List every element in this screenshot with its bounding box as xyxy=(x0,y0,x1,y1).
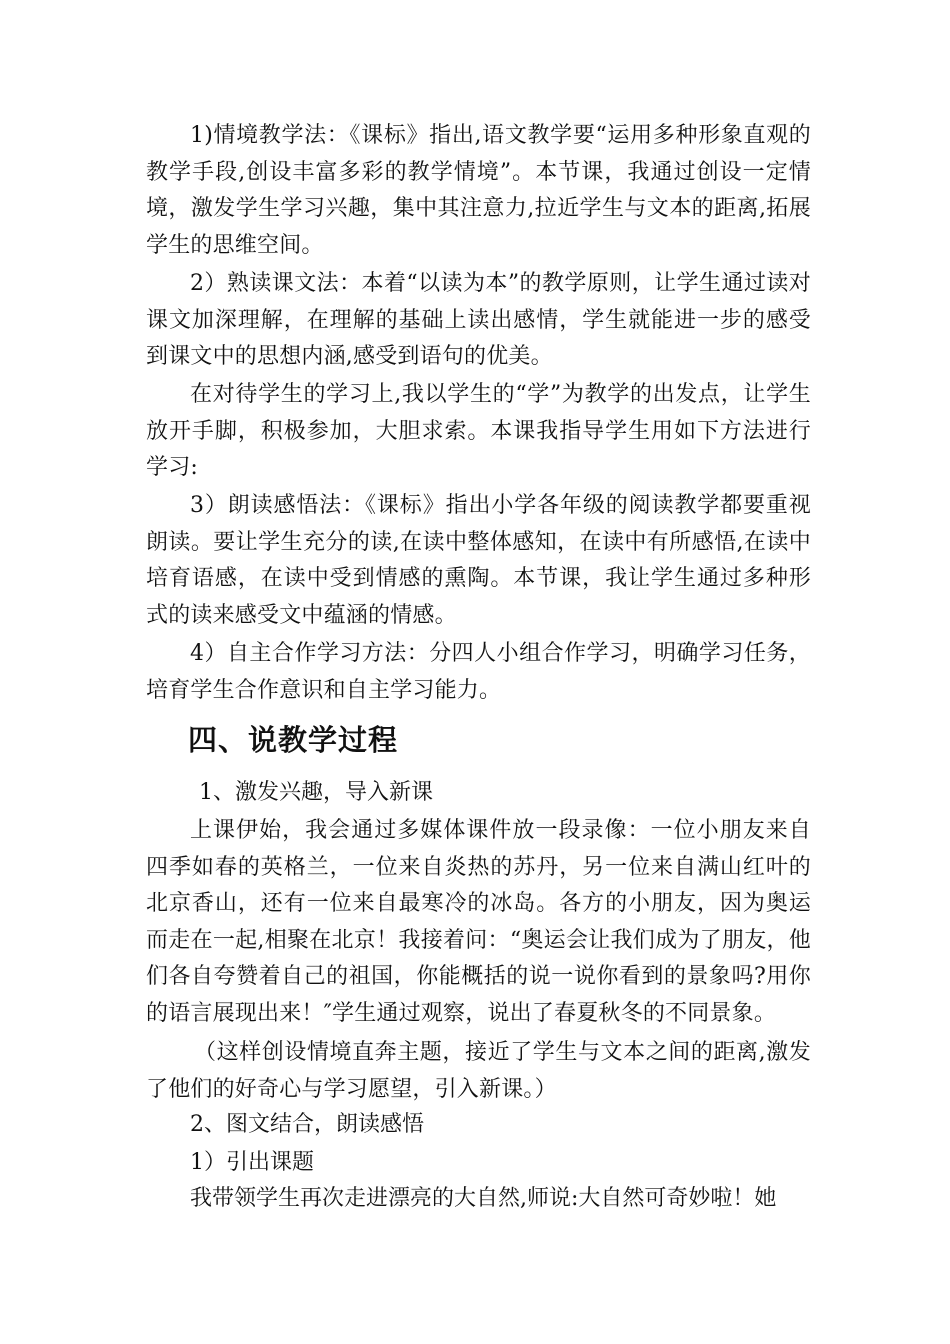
paragraph-cooperative-learning: 4）自主合作学习方法：分四人小组合作学习，明确学习任务，培育学生合作意识和自主学习能力。 xyxy=(146,641,811,703)
paragraph-nature-walk: 我带领学生再次走进漂亮的大自然,师说:大自然可奇妙啦！她 xyxy=(190,1186,777,1211)
subheading-image-text: 2、图文结合，朗读感悟 xyxy=(190,1112,424,1137)
paragraph-intro-note: （这样创设情境直奔主题，接近了学生与文本之间的距离,激发了他们的好奇心与学习愿望，引入新课。） xyxy=(146,1040,811,1102)
paragraph-situational-teaching: 1)情境教学法：《课标》指出,语文教学要“运用多种形象直观的教学手段,创设丰富多彩的教学情境”。本节课，我通过创设一定情境，激发学生学习兴趣，集中其注意力,拉近学生与文本的距离,拓展学生的思维空间。 xyxy=(146,123,811,258)
section-heading: 四、说教学过程 xyxy=(188,723,399,757)
paragraph-reading-comprehension: 3）朗读感悟法：《课标》指出小学各年级的阅读教学都要重视朗读。要让学生充分的读,在读中整体感知，在读中有所感悟,在读中培育语感，在读中受到情感的熏陶。本节课，我让学生通过多种形式的读来感受文中蕴涵的情感。 xyxy=(146,493,811,628)
paragraph-lesson-intro: 上课伊始，我会通过多媒体课件放一段录像：一位小朋友来自四季如春的英格兰，一位来自炎热的苏丹，另一位来自满山红叶的北京香山，还有一位来自最寒冷的冰岛。各方的小朋友，因为奥运而走在一起,相聚在北京！我接着问：“奥运会让我们成为了朋友，他们各自夸赞着自己的祖国，你能概括的说一说你看到的景象吗?用你的语言展现出来！″学生通过观察，说出了春夏秋冬的不同景象。 xyxy=(146,818,811,1026)
paragraph-learning-approach: 在对待学生的学习上,我以学生的“学”为教学的出发点，让学生放开手脚，积极参加，大胆求索。本课我指导学生用如下方法进行学习: xyxy=(146,382,811,480)
subheading-stimulate-interest: 1、激发兴趣，导入新课 xyxy=(199,780,433,805)
subheading-introduce-title: 1）引出课题 xyxy=(190,1150,314,1175)
paragraph-familiar-reading: 2）熟读课文法：本着“以读为本”的教学原则，让学生通过读对课文加深理解，在理解的基础上读出感情，学生就能进一步的感受到课文中的思想内涵,感受到语句的优美。 xyxy=(146,271,811,369)
